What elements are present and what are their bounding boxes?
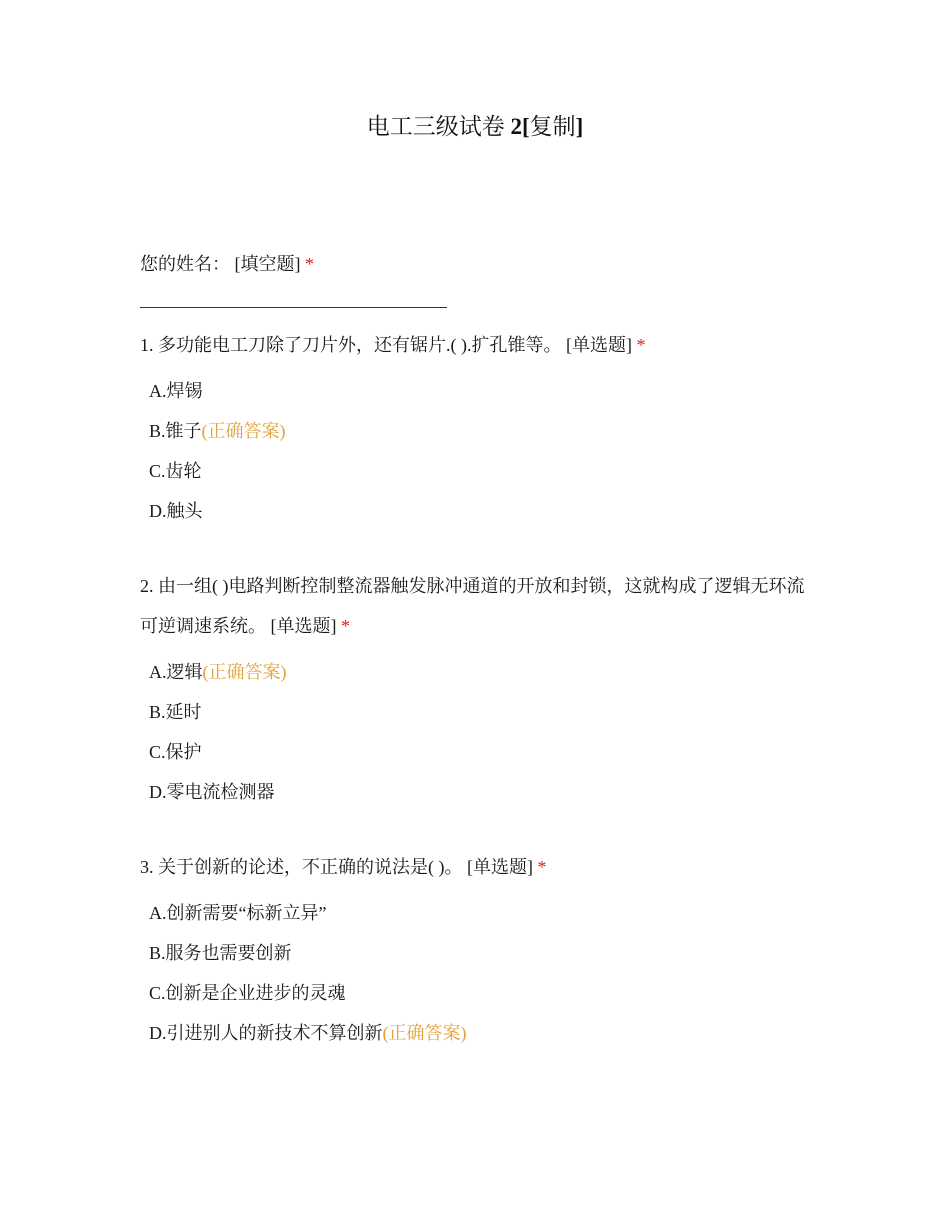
page-title: [0, 112, 950, 142]
required-star: *: [305, 254, 314, 274]
option-label: A.创新需要“标新立异”: [149, 903, 327, 923]
question-1: [140, 325, 820, 531]
required-star: *: [537, 857, 547, 877]
question-type-tag: [单选题]: [467, 857, 533, 877]
option-a[interactable]: [149, 652, 820, 692]
option-label: D.引进别人的新技术不算创新: [149, 1023, 383, 1043]
correct-answer-mark: (正确答案): [201, 421, 286, 441]
question-text: [140, 325, 820, 365]
option-label: C.保护: [149, 742, 202, 762]
option-label: B.锥子: [149, 421, 202, 441]
name-question: [140, 252, 314, 276]
option-label: A.逻辑: [149, 662, 203, 682]
question-type-tag: [单选题]: [566, 335, 632, 355]
option-label: D.触头: [149, 501, 203, 521]
correct-answer-mark: (正确答案): [202, 662, 287, 682]
option-c[interactable]: [149, 451, 820, 491]
question-text: [140, 566, 820, 646]
name-label: 您的姓名：: [140, 254, 230, 274]
option-d[interactable]: [149, 1013, 820, 1053]
option-label: A.焊锡: [149, 381, 203, 401]
title-suffix: ]: [575, 114, 584, 139]
option-list: [140, 652, 820, 812]
title-bold: 2[: [510, 114, 530, 139]
option-b[interactable]: [149, 411, 820, 451]
name-type-tag: [填空题]: [234, 254, 301, 274]
title-middle: 复制: [529, 114, 576, 139]
option-b[interactable]: [149, 692, 820, 732]
option-label: B.延时: [149, 702, 202, 722]
correct-answer-mark: (正确答案): [382, 1023, 467, 1043]
question-stem: 1. 多功能电工刀除了刀片外，还有锯片.( ).扩孔锥等。: [140, 335, 562, 355]
question-2: [140, 566, 820, 812]
name-answer-line[interactable]: [140, 307, 447, 308]
title-prefix: 电工三级试卷: [366, 114, 511, 139]
question-3: [140, 847, 820, 1053]
option-d[interactable]: [149, 491, 820, 531]
question-text: [140, 847, 820, 887]
question-type-tag: [单选题]: [270, 616, 337, 636]
option-label: B.服务也需要创新: [149, 943, 292, 963]
question-stem: 3. 关于创新的论述，不正确的说法是( )。: [140, 857, 463, 877]
required-star: *: [341, 616, 350, 636]
option-label: D.零电流检测器: [149, 782, 275, 802]
option-b[interactable]: [149, 933, 820, 973]
required-star: *: [636, 335, 646, 355]
option-a[interactable]: [149, 371, 820, 411]
option-c[interactable]: [149, 973, 820, 1013]
option-d[interactable]: [149, 772, 820, 812]
question-stem: 2. 由一组( )电路判断控制整流器触发脉冲通道的开放和封锁，这就构成了逻辑无环流可逆调速系统。: [140, 576, 805, 636]
option-list: [140, 371, 820, 531]
option-c[interactable]: [149, 732, 820, 772]
option-label: C.创新是企业进步的灵魂: [149, 983, 346, 1003]
option-label: C.齿轮: [149, 461, 202, 481]
option-list: [140, 893, 820, 1053]
option-a[interactable]: [149, 893, 820, 933]
